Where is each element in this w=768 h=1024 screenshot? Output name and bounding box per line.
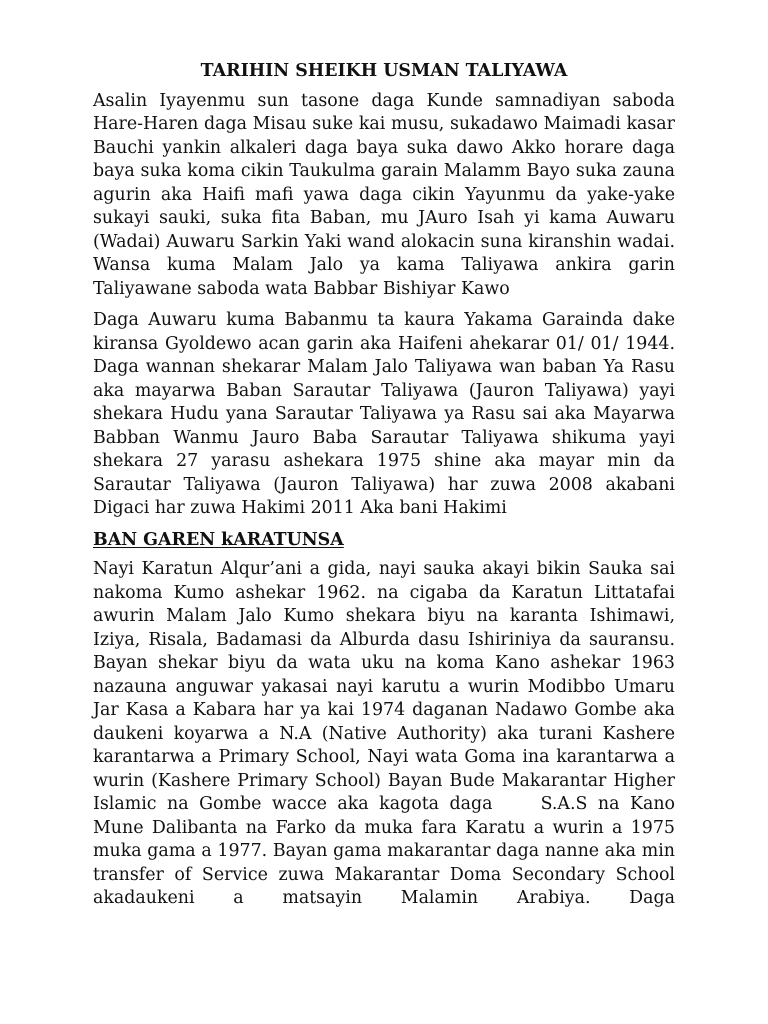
document-title: TARIHIN SHEIKH USMAN TALIYAWA: [200, 61, 568, 81]
paragraph-origins: Asalin Iyayenmu sun tasone daga Kunde samnadiyan saboda Hare-Haren daga Misau suke kai musu, sukadawo Maimadi kasar Bauchi yankin alkaleri daga baya suka dawo Akko horare daga baya suka koma cikin Taukulma garain Malamm Bayo suka zauna agurin aka Haifi mafi yawa daga cikin Yayunmu da yake-yake sukayi sauki, suka fita Baban, mu JAuro Isah yi kama Auwaru (Wadai) Auwaru Sarkin Yaki wand alokacin suna kiranshin wadai. Wansa kuma Malam Jalo ya kama Taliyawa ankira garin Taliyawane saboda wata Babbar Bishiyar Kawo: [93, 90, 675, 299]
document-page: [93, 60, 675, 919]
section-heading-education: BAN GAREN kARATUNSA: [93, 529, 344, 550]
paragraph-succession: Daga Auwaru kuma Babanmu ta kaura Yakama Garainda dake kiransa Gyoldewo acan garin aka Haifeni ahekarar 01/ 01/ 1944. Daga wannan shekarar Malam Jalo Taliyawa wan baban Ya Rasu aka mayarwa Baban Sarautar Taliyawa (Jauron Taliyawa) yayi shekara Hudu yana Sarautar Taliyawa ya Rasu sai aka Mayarwa Babban Wanmu Jauro Baba Sarautar Taliyawa shikuma yayi shekara 27 yarasu ashekara 1975 shine aka mayar min da Sarautar Taliyawa (Jauron Taliyawa) har zuwa 2008 akabani Digaci har zuwa Hakimi 2011 Aka bani Hakimi: [93, 310, 675, 518]
paragraph-education-part-2: S.A.S na Kano Mune Dalibanta na Farko da muka fara Karatu a wurin a 1975 muka gama a 1977. Bayan gama makarantar daga nanne aka min transfer of Service zuwa Makarantar Doma Secondary School akadaukeni a matsayin Malamin Arabiya. Daga: [93, 794, 675, 908]
paragraph-education-part-1: Nayi Karatun Alqur’ani a gida, nayi sauka akayi bikin Sauka sai nakoma Kumo ashekar 1962. na cigaba da Karatun Littatafai awurin Malam Jalo Kumo shekara biyu na karanta Ishimawi, Iziya, Risala, Badamasi da Alburda dasu Ishiriniya da sauransu. Bayan shekar biyu da wata uku na koma Kano ashekar 1963 nazauna anguwar yakasai nayi karutu a wurin Modibbo Umaru Jar Kasa a Kabara har ya kai 1974 daganan Nadawo Gombe aka daukeni koyarwa a N.A (Native Authority) aka turani Kashere karantarwa a Primary School, Nayi wata Goma ina karantarwa a wurin (Kashere Primary School) Bayan Bude Makarantar Higher Islamic na Gombe wacce aka kagota daga: [93, 559, 675, 814]
paragraph-education: [93, 558, 675, 911]
